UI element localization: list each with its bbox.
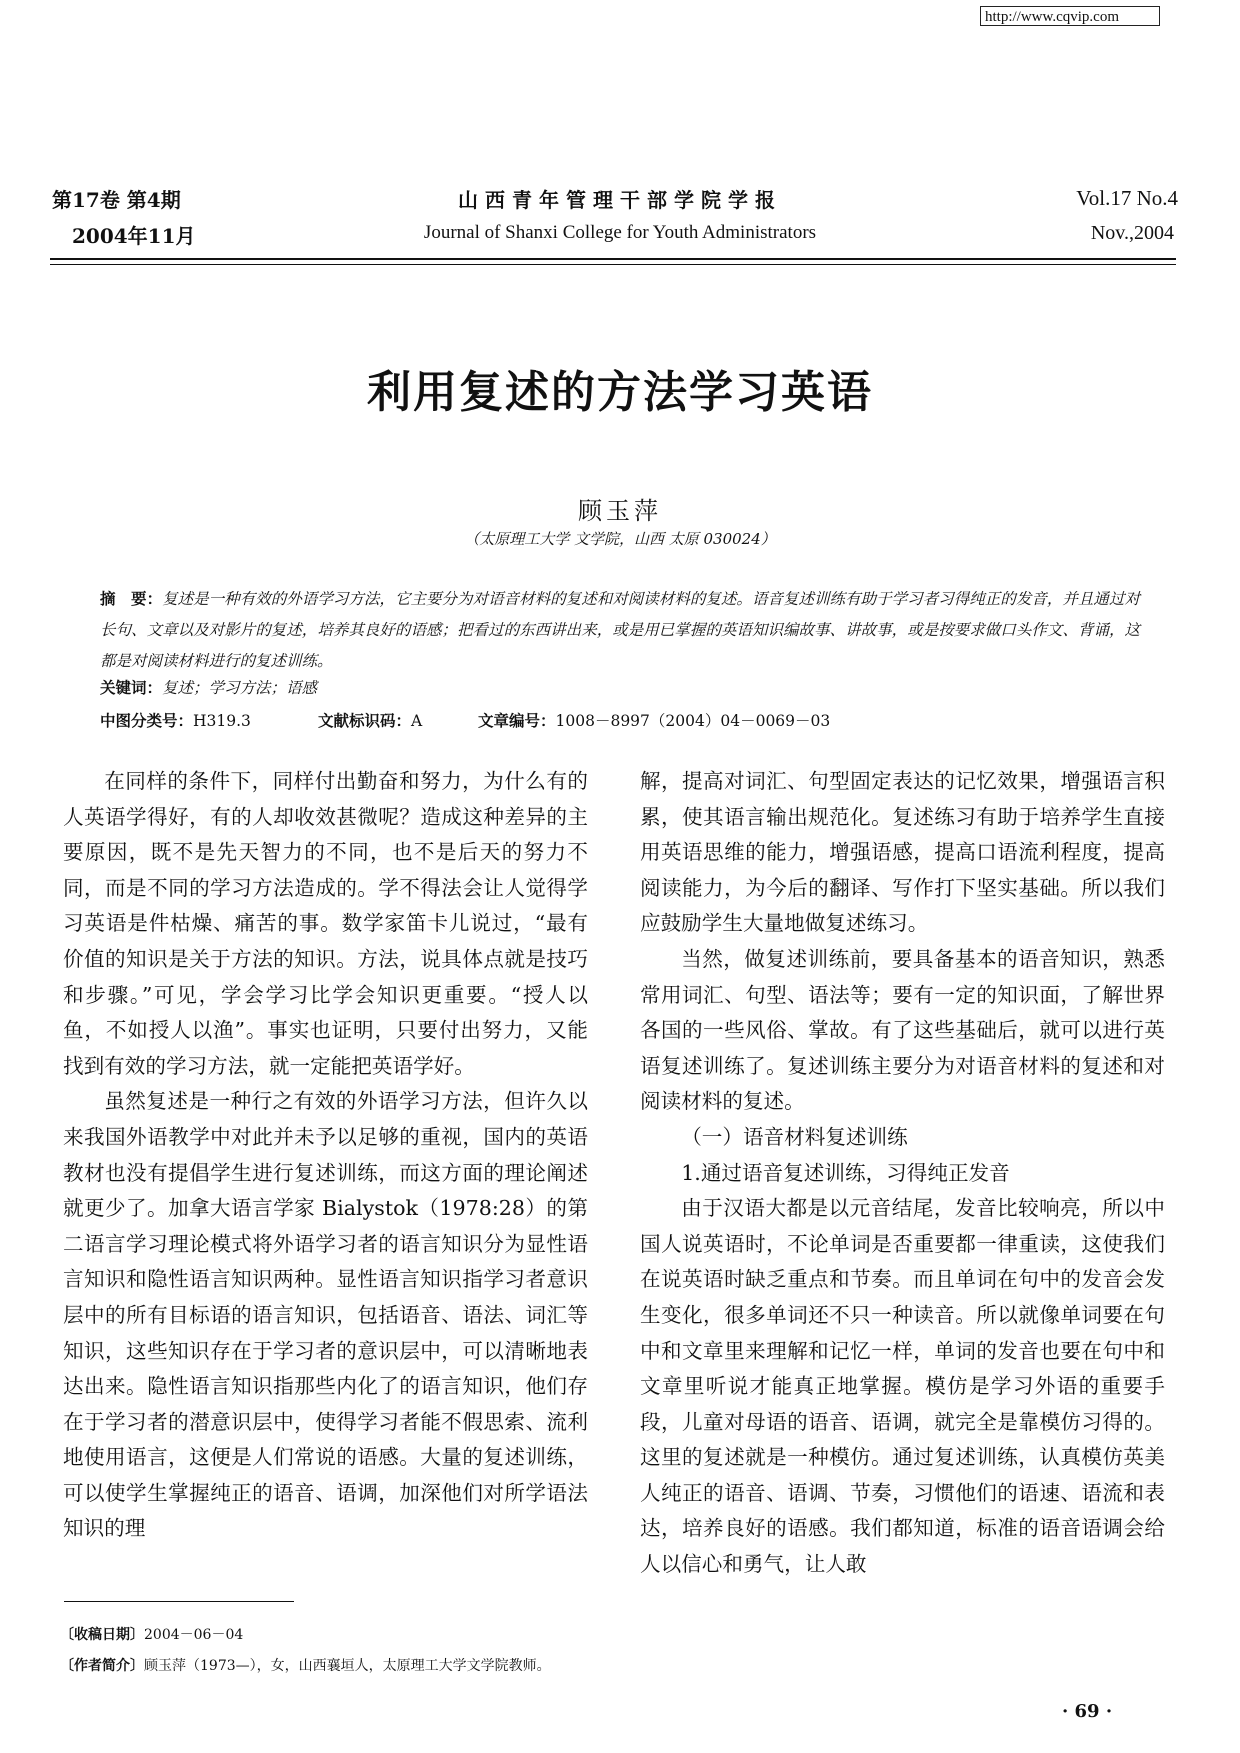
received-label: 〔收稿日期〕 <box>60 1627 144 1643</box>
article-number-value: 1008－8997（2004）04－0069－03 <box>555 712 831 730</box>
keywords <box>100 676 317 698</box>
body-column-left <box>63 764 588 1547</box>
author-name: 顾玉萍 <box>578 497 662 525</box>
date-en: Nov.,2004 <box>1090 222 1174 244</box>
paragraph: 当然，做复述训练前，要具备基本的语音知识，熟悉常用词汇、句型、语法等；要有一定的知识面，了解世界各国的一些风俗、掌故。有了这些基础后，就可以进行英语复述训练了。复述训练主要分为对语音材料的复述和对阅读材料的复述。 <box>640 946 1165 1114</box>
doc-code-label: 文献标识码： <box>318 711 412 730</box>
journal-name-en: Journal of Shanxi College for Youth Administrators <box>423 222 817 243</box>
author-bio-value: 顾玉萍（1973—），女，山西襄垣人，太原理工大学文学院教师。 <box>144 1658 551 1674</box>
volume-issue-en: Vol.17 No.4 <box>1076 186 1178 210</box>
keywords-label: 关键词： <box>100 678 163 697</box>
paragraph: 虽然复述是一种行之有效的外语学习方法，但许久以来我国外语教学中对此并未予以足够的重视，国内的英语教材也没有提倡学生进行复述训练，而这方面的理论阐述就更少了。加拿大语言学家 Bialystok（1978:28）的第二语言学习理论模式将外语学习者的语言知识分为显性语言知识和隐性语言知识两种。显性语言知识指学习者意识层中的所有目标语的语言知识，包括语音、语法、词汇等知识，这些知识存在于学习者的意识层中，可以清晰地表达出来。隐性语言知识指那些内化了的语言知识，他们存在于学习者的潜意识层中，使得学习者能不假思索、流利地使用语言，这便是人们常说的语感。大量的复述训练，可以使学生掌握纯正的语音、语调，加深他们对所学语法知识的理 <box>63 1089 588 1541</box>
author-affiliation: （太原理工大学 文学院，山西 太原 030024） <box>464 530 776 548</box>
paragraph: 在同样的条件下，同样付出勤奋和努力，为什么有的人英语学得好，有的人却收效甚微呢？造成这种差异的主要原因，既不是先天智力的不同，也不是后天的努力不同，而是不同的学习方法造成的。学不得法会让人觉得学习英语是件枯燥、痛苦的事。数学家笛卡儿说过，“最有价值的知识是关于方法的知识。方法，说具体点就是技巧和步骤。”可见，学会学习比学会知识更重要。“授人以鱼，不如授人以渔”。事实也证明，只要付出努力，又能找到有效的学习方法，就一定能把英语学好。 <box>63 769 588 1078</box>
doc-code-value: A <box>411 712 423 730</box>
clc-number <box>100 709 251 731</box>
section-heading: （一）语音材料复述训练 <box>681 1124 908 1149</box>
date-cn: 2004年11月 <box>72 224 196 248</box>
document-code <box>318 709 422 731</box>
received-value: 2004－06－04 <box>144 1627 244 1643</box>
keywords-text: 复述；学习方法；语感 <box>162 679 318 697</box>
volume-issue-cn: 第17卷 第4期 <box>52 188 181 212</box>
journal-name-cn: 山西青年管理干部学院学报 <box>458 188 782 212</box>
abstract <box>100 583 1140 677</box>
subsection-heading: 1.通过语音复述训练，习得纯正发音 <box>681 1160 1010 1185</box>
author-bio-label: 〔作者简介〕 <box>60 1658 144 1674</box>
article-number-label: 文章编号： <box>478 711 556 730</box>
footnote-rule <box>64 1601 294 1602</box>
source-url[interactable]: http://www.cqvip.com <box>980 6 1160 26</box>
paragraph: 由于汉语大都是以元音结尾，发音比较响亮，所以中国人说英语时，不论单词是否重要都一律重读，这使我们在说英语时缺乏重点和节奏。而且单词在句中的发音会发生变化，很多单词还不只一种读音。所以就像单词要在句中和文章里来理解和记忆一样，单词的发音也要在句中和文章里听说才能真正地掌握。模仿是学习外语的重要手段，儿童对母语的语音、语调，就完全是靠模仿习得的。这里的复述就是一种模仿。通过复述训练，认真模仿英美人纯正的语音、语调、节奏，习惯他们的语速、语流和表达，培养良好的语感。我们都知道，标准的语音语调会给人以信心和勇气，让人敢 <box>640 1196 1165 1577</box>
article-number <box>478 709 830 731</box>
abstract-label: 摘 要： <box>100 589 163 608</box>
clc-label: 中图分类号： <box>100 711 194 730</box>
author-bio <box>60 1655 551 1675</box>
header-rule-thin <box>50 264 1176 265</box>
header-rule-thick <box>50 258 1176 260</box>
received-date <box>60 1624 243 1644</box>
paragraph: 解，提高对词汇、句型固定表达的记忆效果，增强语言积累，使其语言输出规范化。复述练习有助于培养学生直接用英语思维的能力，增强语感，提高口语流利程度，提高阅读能力，为今后的翻译、写作打下坚实基础。所以我们应鼓励学生大量地做复述练习。 <box>640 769 1165 936</box>
abstract-text: 复述是一种有效的外语学习方法，它主要分为对语音材料的复述和对阅读材料的复述。语音复述训练有助于学习者习得纯正的发音，并且通过对长句、文章以及对影片的复述，培养其良好的语感；把看过的东西讲出来，或是用已掌握的英语知识编故事、讲故事，或是按要求做口头作文、背诵，这都是对阅读材料进行的复述训练。 <box>100 590 1140 670</box>
body-column-right <box>640 764 1165 1583</box>
page-number: · 69 · <box>1062 1701 1113 1722</box>
article-title: 利用复述的方法学习英语 <box>367 367 873 418</box>
clc-value: H319.3 <box>193 712 251 730</box>
